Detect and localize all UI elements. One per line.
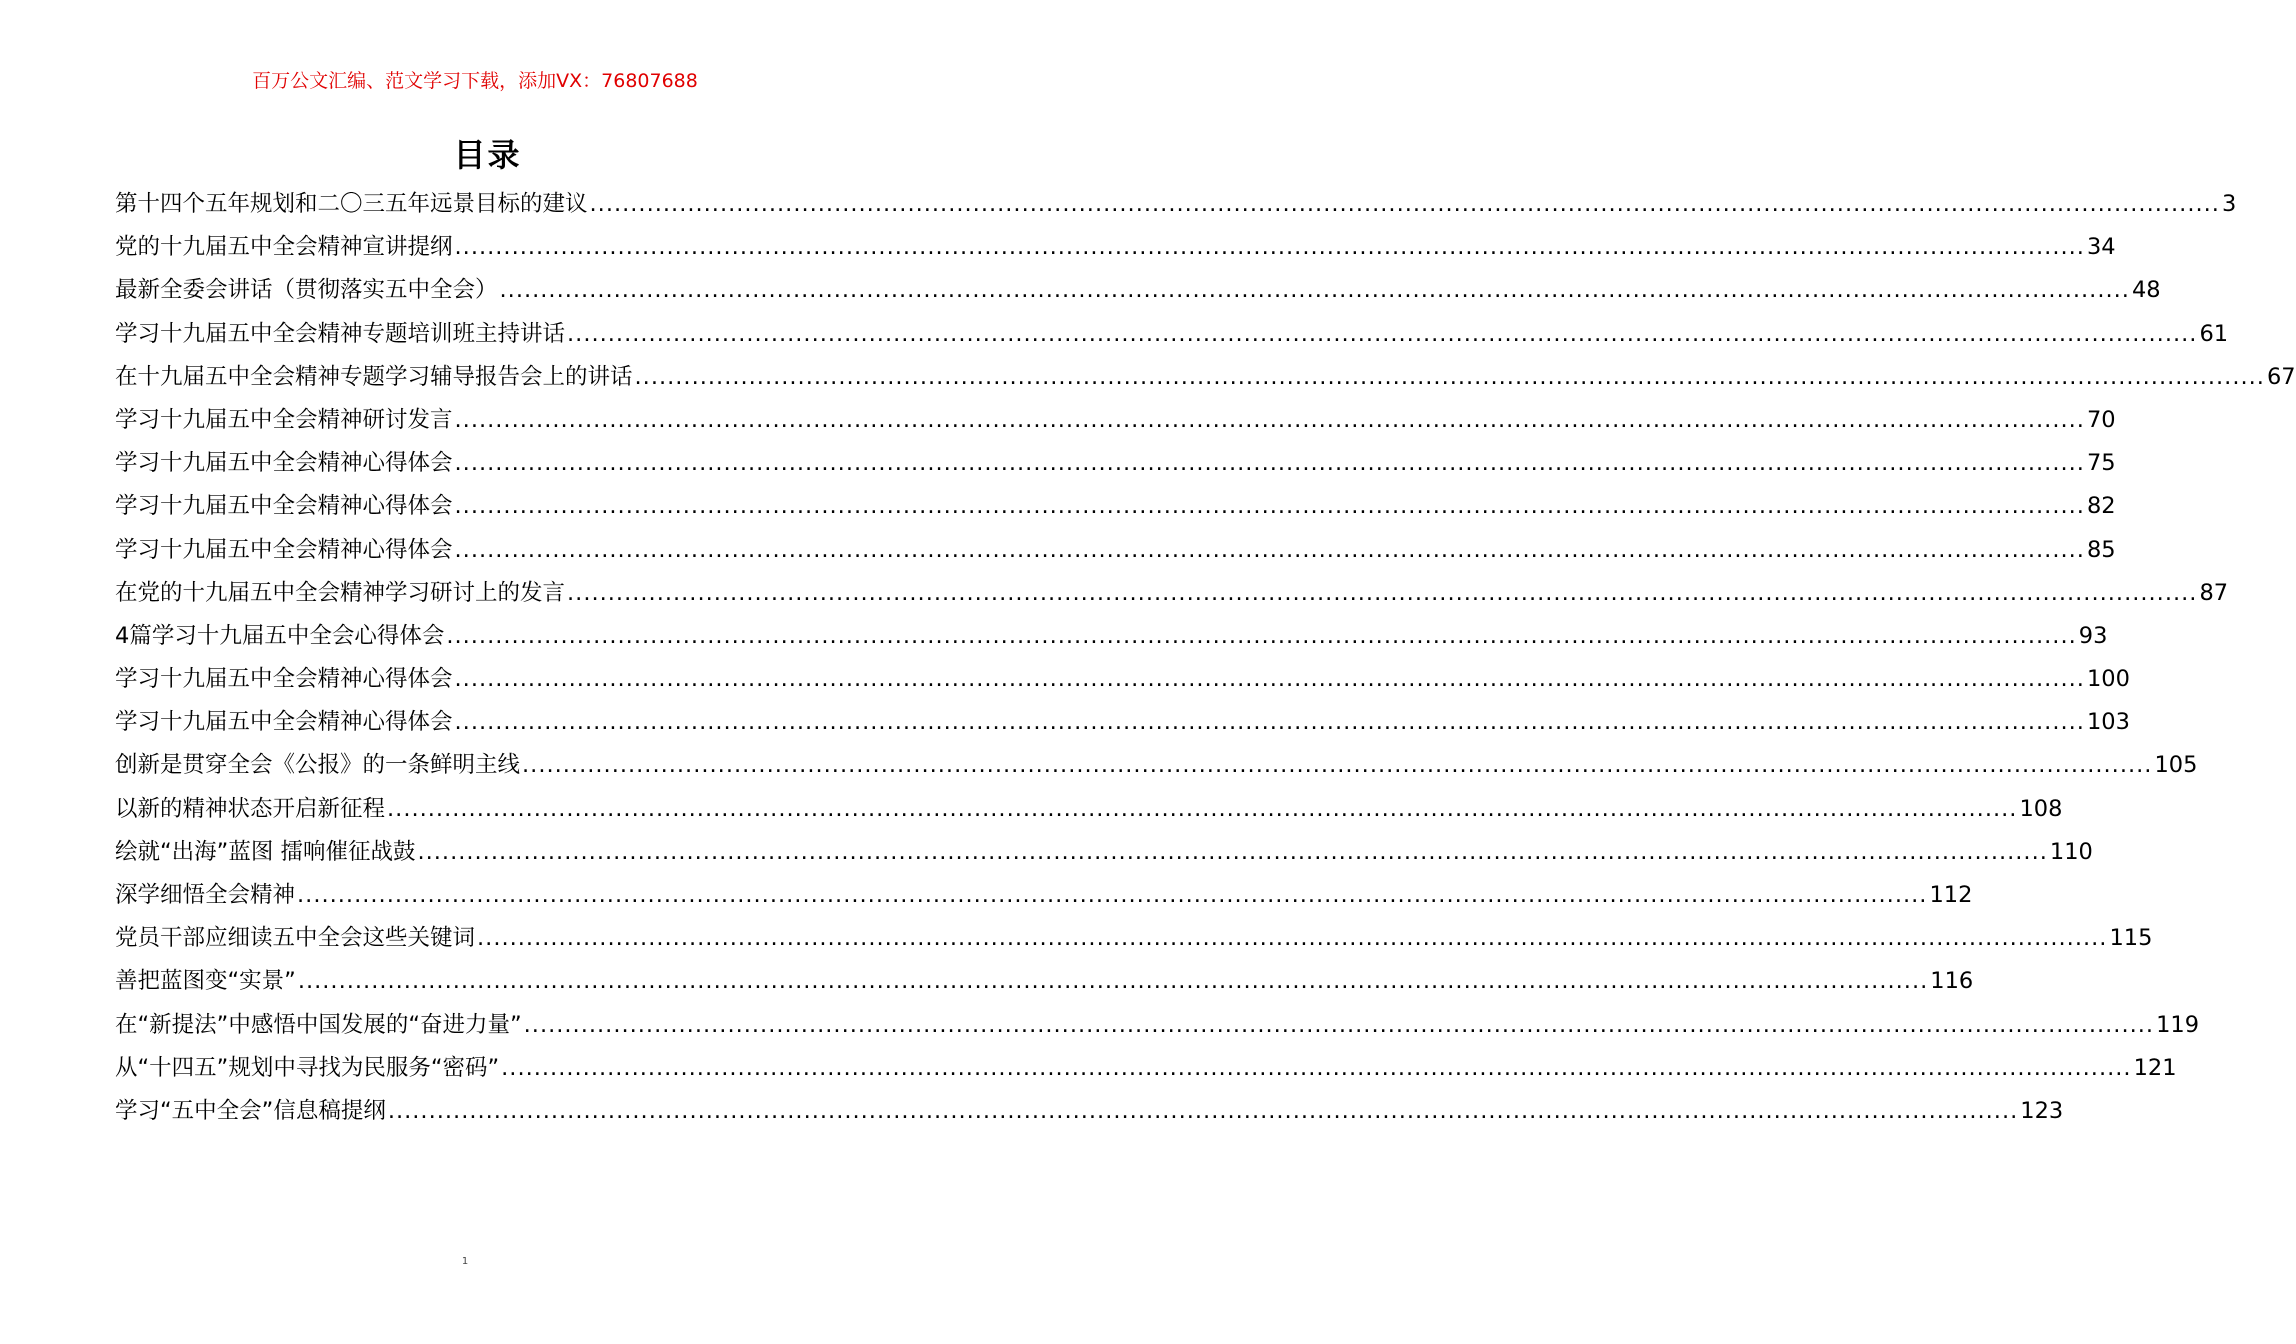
toc-entry-title: 4篇学习十九届五中全会心得体会 — [115, 622, 445, 649]
toc-leader-dots: ........................................................................................................................................................................................................ — [387, 1097, 2019, 1124]
toc-leader-dots: ........................................................................................................................................................................................................ — [297, 882, 1928, 908]
toc-entry-page: 82 — [2086, 493, 2116, 520]
toc-entry-page: 34 — [2086, 234, 2116, 261]
toc-entry[interactable] — [115, 874, 1973, 917]
toc-leader-dots: ........................................................................................................................................................................................................ — [634, 363, 2265, 390]
toc-entry[interactable] — [115, 831, 2093, 874]
toc-leader-dots: ........................................................................................................................................................................................................ — [589, 191, 2220, 217]
toc-entry-title: 在“新提法”中感悟中国发展的“奋进力量” — [115, 1011, 522, 1038]
toc-entry-title: 在十九届五中全会精神专题学习辅导报告会上的讲话 — [115, 363, 633, 390]
toc-entry-page: 116 — [1930, 968, 1974, 995]
toc-entry-title: 善把蓝图变“实景” — [115, 968, 296, 995]
toc-entry-title: 学习十九届五中全会精神专题培训班主持讲话 — [115, 320, 566, 347]
toc-entry-title: 学习十九届五中全会精神心得体会 — [115, 450, 453, 477]
toc-entry[interactable] — [115, 529, 2116, 572]
toc-entry[interactable] — [115, 356, 2296, 399]
toc-leader-dots: ........................................................................................................................................................................................................ — [417, 838, 2048, 865]
toc-entry-page: 112 — [1929, 882, 1973, 908]
toc-entry-page: 75 — [2086, 450, 2116, 477]
toc-entry[interactable] — [115, 226, 2116, 269]
toc-leader-dots: ........................................................................................................................................................................................................ — [454, 666, 2085, 693]
header-watermark-text: 百万公文汇编、范文学习下载，添加VX：76807688 — [252, 70, 698, 92]
toc-leader-dots: ........................................................................................................................................................................................................ — [297, 968, 1929, 995]
toc-leader-dots: ........................................................................................................................................................................................................ — [567, 579, 2198, 606]
toc-entry[interactable] — [115, 701, 2130, 744]
toc-entry-page: 119 — [2156, 1011, 2200, 1038]
toc-entry[interactable] — [115, 658, 2130, 701]
toc-entry-title: 在党的十九届五中全会精神学习研讨上的发言 — [115, 579, 566, 606]
toc-entry-title: 学习十九届五中全会精神研讨发言 — [115, 406, 453, 433]
toc-entry-title: 创新是贯穿全会《公报》的一条鲜明主线 — [115, 752, 521, 779]
toc-entry-title: 党的十九届五中全会精神宣讲提纲 — [115, 234, 453, 261]
toc-entry-page: 105 — [2154, 752, 2198, 779]
toc-entry-title: 从“十四五”规划中寻找为民服务“密码” — [115, 1054, 500, 1081]
toc-entry-page: 103 — [2086, 709, 2130, 736]
page-number: 1 — [461, 1256, 469, 1267]
toc-entry[interactable] — [115, 1004, 2200, 1047]
toc-entry-title: 学习十九届五中全会精神心得体会 — [115, 709, 453, 736]
toc-entry[interactable] — [115, 183, 2237, 226]
toc-leader-dots: ........................................................................................................................................................................................................ — [501, 1054, 2132, 1081]
toc-entry-title: 深学细悟全会精神 — [115, 882, 296, 908]
toc-leader-dots: ........................................................................................................................................................................................................ — [454, 406, 2085, 433]
toc-entry-page: 70 — [2086, 406, 2116, 433]
toc-entry-title: 第十四个五年规划和二〇三五年远景目标的建议 — [115, 191, 588, 217]
toc-entry[interactable] — [115, 1090, 2064, 1133]
toc-entry[interactable] — [115, 313, 2229, 356]
toc-entry[interactable] — [115, 744, 2198, 787]
toc-entry-page: 3 — [2221, 191, 2237, 217]
toc-entry-title: 学习十九届五中全会精神心得体会 — [115, 666, 453, 693]
toc-entry[interactable] — [115, 442, 2116, 485]
toc-entry-page: 67 — [2266, 363, 2296, 390]
toc-leader-dots: ........................................................................................................................................................................................................ — [567, 320, 2198, 347]
toc-leader-dots: ........................................................................................................................................................................................................ — [454, 536, 2085, 563]
toc-leader-dots: ........................................................................................................................................................................................................ — [522, 752, 2153, 779]
toc-leader-dots: ........................................................................................................................................................................................................ — [454, 709, 2085, 736]
toc-entry[interactable] — [115, 485, 2116, 528]
toc-entry-title: 学习十九届五中全会精神心得体会 — [115, 493, 453, 520]
toc-entry-page: 87 — [2199, 579, 2229, 606]
toc-leader-dots: ........................................................................................................................................................................................................ — [523, 1011, 2155, 1038]
toc-entry[interactable] — [115, 399, 2116, 442]
toc-leader-dots: ........................................................................................................................................................................................................ — [454, 493, 2085, 520]
toc-entry-title: 党员干部应细读五中全会这些关键词 — [115, 925, 476, 952]
toc-entry[interactable] — [115, 788, 2063, 831]
toc-leader-dots: ........................................................................................................................................................................................................ — [387, 795, 2018, 822]
toc-leader-dots: ........................................................................................................................................................................................................ — [446, 622, 2077, 649]
page-title: 目录 — [453, 136, 522, 174]
toc-entry-page: 110 — [2049, 838, 2093, 865]
toc-entry-title: 以新的精神状态开启新征程 — [115, 795, 386, 822]
toc-entry-title: 学习十九届五中全会精神心得体会 — [115, 536, 453, 563]
toc-entry-page: 123 — [2020, 1097, 2064, 1124]
toc-entry-title: 绘就“出海”蓝图 擂响催征战鼓 — [115, 838, 416, 865]
toc-entry-page: 48 — [2131, 277, 2161, 304]
toc-entry[interactable] — [115, 960, 1974, 1003]
toc-entry-page: 61 — [2199, 320, 2229, 347]
toc-entry[interactable] — [115, 917, 2153, 960]
toc-leader-dots: ........................................................................................................................................................................................................ — [454, 450, 2085, 477]
toc-entry[interactable] — [115, 269, 2161, 312]
toc-entry-page: 93 — [2078, 622, 2108, 649]
toc-entry[interactable] — [115, 615, 2108, 658]
toc-entry-page: 100 — [2086, 666, 2130, 693]
toc-entry-page: 115 — [2109, 925, 2153, 952]
toc-entry[interactable] — [115, 572, 2229, 615]
toc-leader-dots: ........................................................................................................................................................................................................ — [477, 925, 2108, 952]
toc-entry-page: 108 — [2019, 795, 2063, 822]
toc-entry-page: 121 — [2133, 1054, 2177, 1081]
toc-entry[interactable] — [115, 1047, 2177, 1090]
toc-entry-title: 学习“五中全会”信息稿提纲 — [115, 1097, 386, 1124]
table-of-contents — [115, 183, 2296, 1133]
toc-leader-dots: ........................................................................................................................................................................................................ — [454, 234, 2085, 261]
toc-entry-page: 85 — [2086, 536, 2116, 563]
toc-entry-title: 最新全委会讲话（贯彻落实五中全会） — [115, 277, 498, 304]
toc-leader-dots: ........................................................................................................................................................................................................ — [499, 277, 2130, 304]
